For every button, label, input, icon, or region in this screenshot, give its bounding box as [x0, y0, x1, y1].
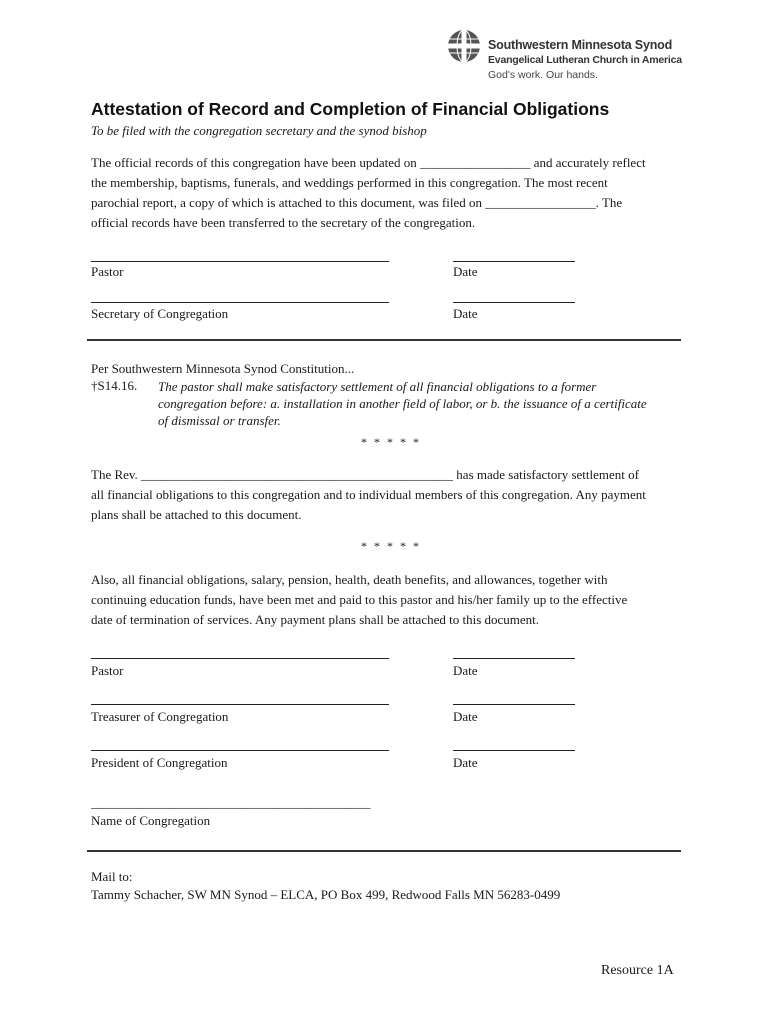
records-line-4: official records have been transferred to the secretary of the congregation. — [91, 215, 476, 230]
document-subtitle: To be filed with the congregation secretary and the synod bishop — [91, 123, 427, 138]
date-line-2[interactable] — [453, 302, 575, 303]
secretary-label: Secretary of Congregation — [91, 306, 229, 321]
mail-to-block — [91, 868, 560, 904]
date-line-4[interactable] — [453, 704, 575, 705]
section-divider-1 — [87, 339, 681, 341]
rev-line-1: The Rev. ________________________________________________ has made satisfactory settlement of — [91, 467, 639, 482]
constitution-text — [158, 378, 688, 429]
date-label-1: Date — [453, 264, 478, 279]
president-label: President of Congregation — [91, 755, 228, 770]
obligations-line-1: Also, all financial obligations, salary, pension, health, death benefits, and allowances, together with — [91, 572, 608, 587]
records-line-2: the membership, baptisms, funerals, and weddings performed in this congregation. The most recent — [91, 175, 608, 190]
rev-line-3: plans shall be attached to this document. — [91, 507, 302, 522]
congregation-name-line[interactable]: ___________________________________________ — [91, 795, 371, 810]
synod-header — [488, 38, 682, 83]
records-line-1: The official records of this congregation have been updated on _________________ and accurately reflect — [91, 155, 646, 170]
date-line-3[interactable] — [453, 658, 575, 659]
rev-line-2: all financial obligations to this congregation and to individual members of this congregation. Any payment — [91, 487, 646, 502]
treasurer-signature-line[interactable] — [91, 704, 389, 705]
church-name: Evangelical Lutheran Church in America — [488, 54, 682, 66]
resource-label: Resource 1A — [601, 963, 674, 978]
treasurer-label: Treasurer of Congregation — [91, 709, 229, 724]
separator-stars-2: * * * * * — [361, 539, 421, 553]
date-line-5[interactable] — [453, 750, 575, 751]
mail-address: Tammy Schacher, SW MN Synod – ELCA, PO Box 499, Redwood Falls MN 56283-0499 — [91, 887, 561, 902]
secretary-signature-line[interactable] — [91, 302, 389, 303]
cross-globe-logo-icon — [446, 28, 482, 64]
pastor-signature-line-2[interactable] — [91, 658, 389, 659]
constitution-ref: †S14.16. — [91, 378, 138, 393]
rev-paragraph — [91, 465, 691, 525]
date-label-3: Date — [453, 663, 478, 678]
pastor-label: Pastor — [91, 264, 124, 279]
date-label-5: Date — [453, 755, 478, 770]
records-paragraph — [91, 153, 691, 233]
congregation-label: Name of Congregation — [91, 813, 211, 828]
tagline: God's work. Our hands. — [488, 69, 598, 81]
constitution-heading: Per Southwestern Minnesota Synod Constitution... — [91, 361, 355, 376]
pastor-label-2: Pastor — [91, 663, 124, 678]
constitution-line-2: congregation before: a. installation in another field of labor, or b. the issuance of a certificate — [158, 396, 647, 411]
obligations-line-3: date of termination of services. Any payment plans shall be attached to this document. — [91, 612, 540, 627]
section-divider-2 — [87, 850, 681, 852]
date-line-1[interactable] — [453, 261, 575, 262]
obligations-line-2: continuing education funds, have been met and paid to this pastor and his/her family up to the effective — [91, 592, 628, 607]
separator-stars-1: * * * * * — [361, 435, 421, 449]
pastor-signature-line[interactable] — [91, 261, 389, 262]
constitution-line-3: of dismissal or transfer. — [158, 413, 281, 428]
mail-label: Mail to: — [91, 869, 133, 884]
date-label-4: Date — [453, 709, 478, 724]
records-line-3: parochial report, a copy of which is attached to this document, was filed on _________________. The — [91, 195, 623, 210]
constitution-line-1: The pastor shall make satisfactory settlement of all financial obligations to a former — [158, 379, 597, 394]
document-title: Attestation of Record and Completion of Financial Obligations — [91, 99, 610, 119]
obligations-paragraph — [91, 570, 691, 630]
president-signature-line[interactable] — [91, 750, 389, 751]
org-name: Southwestern Minnesota Synod — [488, 38, 672, 52]
date-label-2: Date — [453, 306, 478, 321]
